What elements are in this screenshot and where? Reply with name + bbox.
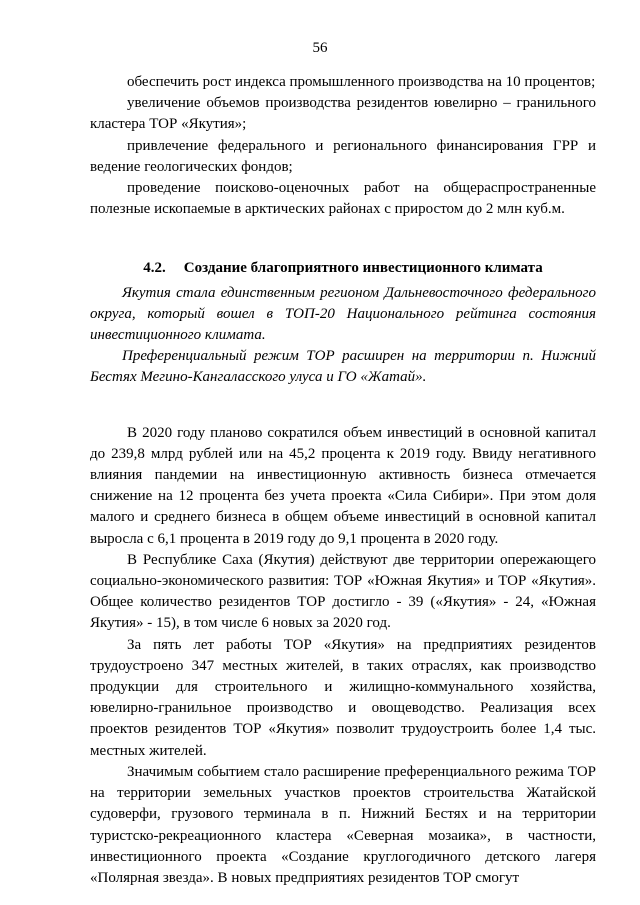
goals-list — [90, 72, 596, 220]
page-content — [90, 72, 596, 889]
page-number: 56 — [312, 40, 328, 56]
section-body — [90, 423, 596, 889]
list-item: обеспечить рост индекса промышленного производства на 10 процентов; — [127, 74, 596, 90]
intro-paragraph: Преференциальный режим ТОР расширен на территории п. Нижний Бестях Мегино-Кангаласского улуса и ГО «Жатай». — [90, 348, 596, 386]
list-item: увеличение объемов производства резидентов ювелирно – гранильного кластера ТОР «Якутия»; — [90, 95, 596, 133]
section-number: 4.2. — [143, 260, 166, 277]
intro-paragraph: Якутия стала единственным регионом Дальневосточного федерального округа, который вошел в ТОП-20 Национального рейтинга состояния инвестиционного климата. — [90, 284, 596, 344]
list-item: привлечение федерального и регионального финансирования ГРР и ведение геологических фондов; — [90, 137, 596, 175]
section-title: Создание благоприятного инвестиционного климата — [183, 260, 543, 277]
body-paragraph: В 2020 году планово сократился объем инвестиций в основной капитал до 239,8 млрд рублей или на 45,2 процента к 2019 году. Ввиду негативного влияния пандемии на инвестиционную активность бизнеса отмечается снижение на 12 процента без учета проекта «Сила Сибири». При этом доля малого и среднего бизнеса в общем объеме инвестиций в основной капитал выросла с 6,1 процента в 2019 году до 9,1 процента в 2020 году. — [90, 424, 596, 547]
section-heading — [90, 258, 596, 279]
body-paragraph: Значимым событием стало расширение преференциального режима ТОР на территории земельных участков проектов строительства Жатайской судоверфи, грузового терминала в п. Нижний Бестях и на территории туристско-рекреационного кластера «Северная мозаика», в частности, инвестиционного проекта «Создание круглогодичного детского лагеря «Полярная звезда». В новых предприятиях резидентов ТОР смогут — [90, 763, 596, 886]
list-item: проведение поисково-оценочных работ на общераспространенные полезные ископаемые в арктических районах с приростом до 2 млн куб.м. — [90, 180, 596, 218]
body-paragraph: В Республике Саха (Якутия) действуют две территории опережающего социально-экономического развития: ТОР «Южная Якутия» и ТОР «Якутия». Общее количество резидентов ТОР достигло - 39 («Якутия» - 24, «Южная Якутия» - 15), в том числе 6 новых за 2020 год. — [90, 551, 596, 632]
section-intro — [90, 283, 596, 389]
body-paragraph: За пять лет работы ТОР «Якутия» на предприятиях резидентов трудоустроено 347 местных жителей, в таких отраслях, как производство продукции для строительного и жилищно-коммунального хозяйства, ювелирно-гранильное производство и овощеводство. Реализация всех проектов резидентов ТОР «Якутия» позволит трудоустроить более 1,4 тыс. местных жителей. — [90, 636, 596, 759]
